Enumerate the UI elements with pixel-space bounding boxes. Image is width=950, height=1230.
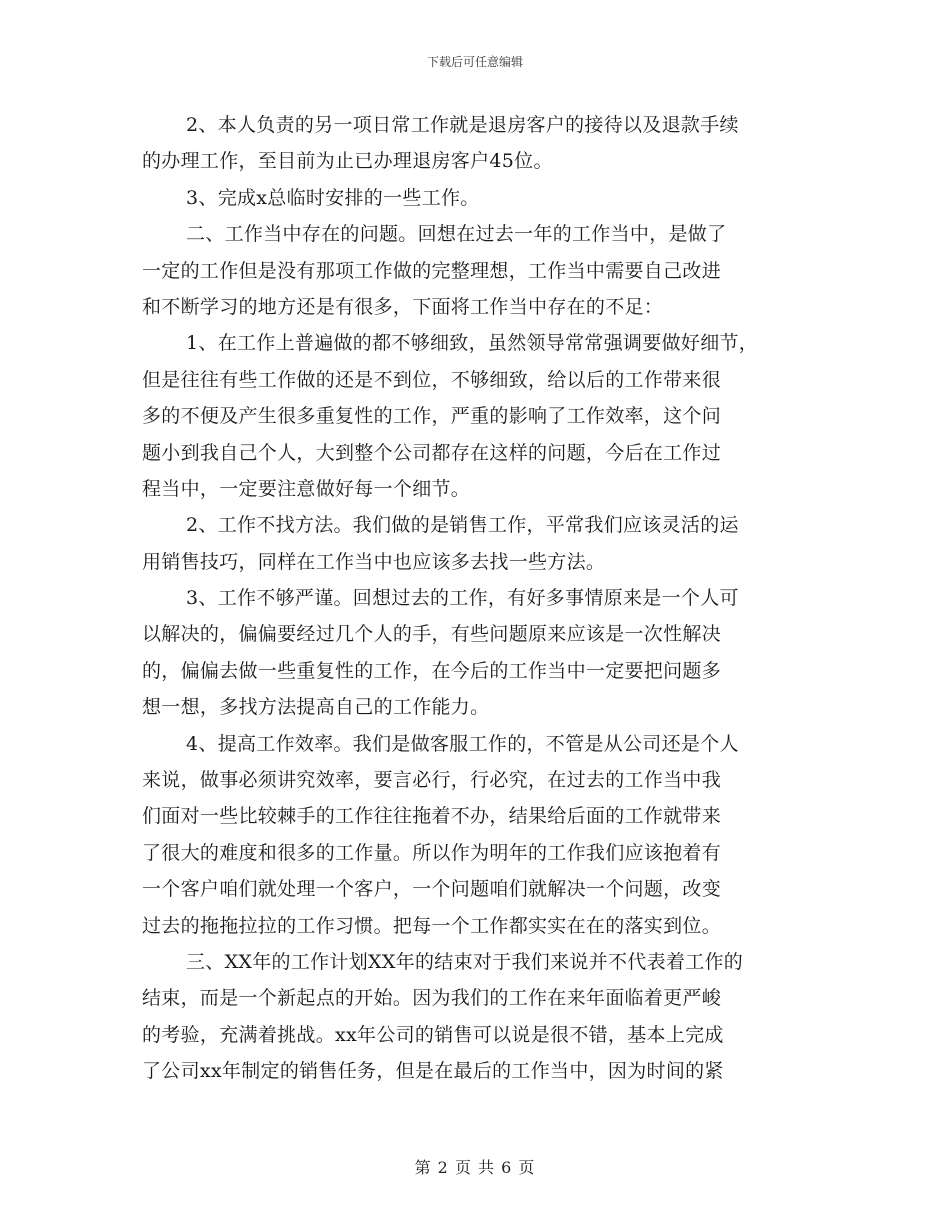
- text-line: 多的不便及产生很多重复性的工作，严重的影响了工作效率，这个问: [142, 405, 722, 428]
- text-line: 以解决的，偏偏要经过几个人的手，有些问题原来应该是一次性解决: [142, 623, 722, 646]
- text-line: 但是往往有些工作做的还是不到位，不够细致，给以后的工作带来很: [142, 368, 722, 391]
- text-line: 程当中，一定要注意做好每一个细节。: [142, 477, 471, 500]
- text-line: 4、提高工作效率。我们是做客服工作的，不管是从公司还是个人: [186, 732, 739, 755]
- page-number-footer: 第 2 页 共 6 页: [414, 1158, 536, 1177]
- text-line: 二、工作当中存在的问题。回想在过去一年的工作当中，是做了: [186, 223, 727, 246]
- text-line: 来说，做事必须讲究效率，要言必行，行必究，在过去的工作当中我: [142, 769, 722, 792]
- text-line: 用销售技巧，同样在工作当中也应该多去找一些方法。: [142, 550, 606, 573]
- text-line: 过去的拖拖拉拉的工作习惯。把每一个工作都实实在在的落实到位。: [142, 914, 722, 937]
- text-line: 了公司xx年制定的销售任务，但是在最后的工作当中，因为时间的紧: [142, 1060, 724, 1083]
- text-line: 们面对一些比较棘手的工作往往拖着不办，结果给后面的工作就带来: [142, 805, 722, 828]
- text-line: 结束，而是一个新起点的开始。因为我们的工作在来年面临着更严峻: [142, 987, 722, 1010]
- text-line: 三、XX年的工作计划XX年的结束对于我们来说并不代表着工作的: [186, 950, 744, 973]
- text-line: 了很大的难度和很多的工作量。所以作为明年的工作我们应该抱着有: [142, 841, 722, 864]
- text-line: 和不断学习的地方还是有很多，下面将工作当中存在的不足：: [142, 295, 664, 318]
- text-line: 2、本人负责的另一项日常工作就是退房客户的接待以及退款手续: [186, 114, 739, 136]
- text-line: 2、工作不找方法。我们做的是销售工作，平常我们应该灵活的运: [186, 514, 739, 537]
- text-line: 想一想，多找方法提高自己的工作能力。: [142, 696, 490, 719]
- text-line: 的考验，充满着挑战。xx年公司的销售可以说是很不错，基本上完成: [142, 1023, 724, 1046]
- text-line: 一定的工作但是没有那项工作做的完整理想，工作当中需要自己改进: [142, 259, 722, 282]
- text-line: 3、工作不够严谨。回想过去的工作，有好多事情原来是一个人可: [186, 587, 739, 610]
- text-line: 题小到我自己个人，大到整个公司都存在这样的问题，今后在工作过: [142, 441, 722, 464]
- text-line: 的办理工作，至目前为止已办理退房客户45位。: [142, 150, 553, 173]
- text-line: 3、完成x总临时安排的一些工作。: [186, 186, 480, 209]
- document-body: [142, 107, 810, 1090]
- page-header: 下载后可任意编辑: [426, 55, 523, 69]
- text-line: 1、在工作上普遍做的都不够细致，虽然领导常常强调要做好细节，: [186, 332, 759, 355]
- text-line: 的，偏偏去做一些重复性的工作，在今后的工作当中一定要把问题多: [142, 659, 722, 682]
- text-line: 一个客户咱们就处理一个客户，一个问题咱们就解决一个问题，改变: [142, 878, 722, 901]
